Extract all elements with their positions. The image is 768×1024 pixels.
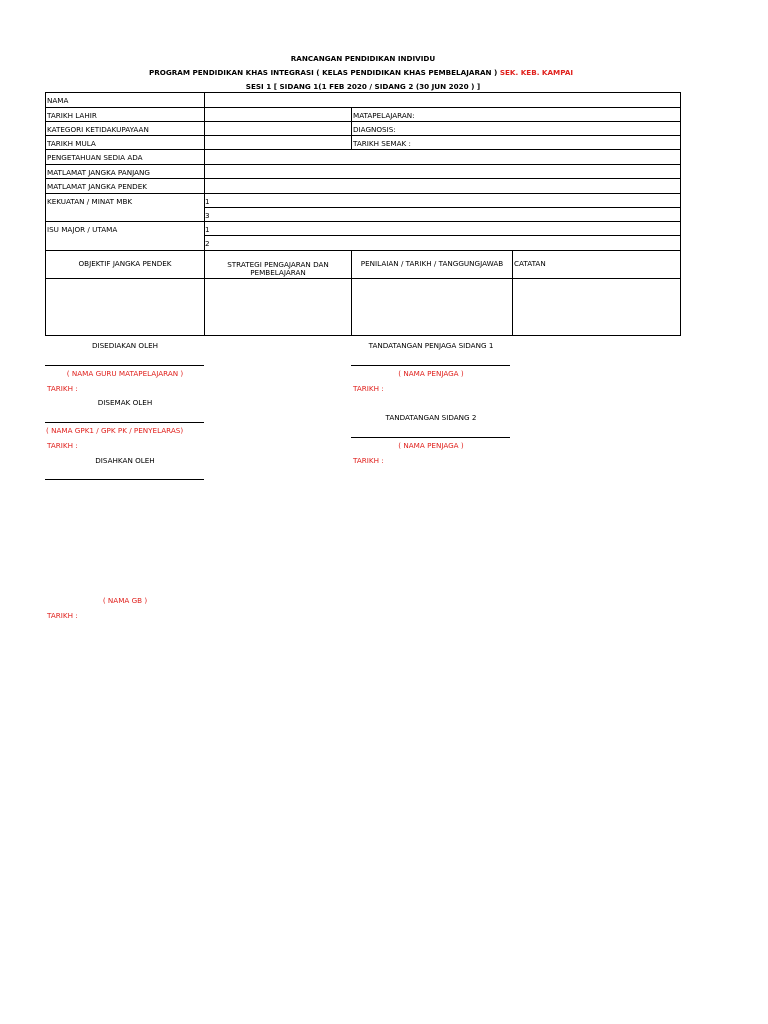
isu-number-1: 1: [205, 225, 210, 234]
name-guru: ( NAMA GURU MATAPELAJARAN ): [66, 369, 184, 378]
school-name: SEK. KEB. KAMPAI: [499, 68, 574, 77]
label-matlamat-panjang: MATLAMAT JANGKA PANJANG: [47, 168, 150, 177]
isu-number-2: 2: [205, 239, 210, 248]
label-isu: ISU MAJOR / UTAMA: [47, 225, 118, 234]
tarikh-gpk: TARIKH :: [47, 441, 78, 450]
signature-line: [45, 479, 204, 480]
signature-line: [45, 365, 204, 366]
program-line: [0, 68, 722, 77]
label-kekuatan: KEKUATAN / MINAT MBK: [47, 197, 133, 206]
name-gb: ( NAMA GB ): [102, 596, 148, 605]
label-diagnosis: DIAGNOSIS:: [353, 125, 396, 134]
signature-line: [351, 437, 510, 438]
label-disediakan: DISEDIAKAN OLEH: [91, 341, 159, 350]
page-title: RANCANGAN PENDIDIKAN INDIVIDU: [290, 54, 436, 63]
label-kategori: KATEGORI KETIDAKUPAYAAN: [47, 125, 149, 134]
col-penilaian: PENILAIAN / TARIKH / TANGGUNGJAWAB: [360, 259, 504, 268]
label-disemak: DISEMAK OLEH: [97, 398, 153, 407]
tarikh-penjaga-2: TARIKH :: [353, 456, 384, 465]
tarikh-gb: TARIKH :: [47, 611, 78, 620]
tarikh-penjaga-1: TARIKH :: [353, 384, 384, 393]
name-penjaga-2: ( NAMA PENJAGA ): [398, 441, 464, 450]
signature-line: [351, 365, 510, 366]
session-line: SESI 1 [ SIDANG 1(1 FEB 2020 / SIDANG 2 (30 JUN 2020 ) ]: [245, 82, 481, 91]
name-penjaga-1: ( NAMA PENJAGA ): [398, 369, 464, 378]
col-strategi-line1: STRATEGI PENGAJARAN DAN: [227, 260, 329, 269]
label-matapelajaran: MATAPELAJARAN:: [353, 111, 415, 120]
label-nama: NAMA: [47, 96, 69, 105]
name-gpk: ( NAMA GPK1 / GPK PK / PENYELARAS): [46, 426, 184, 435]
label-penjaga-1: TANDATANGAN PENJAGA SIDANG 1: [368, 341, 494, 350]
col-objektif: OBJEKTIF JANGKA PENDEK: [78, 259, 172, 268]
label-tarikh-mula: TARIKH MULA: [47, 139, 96, 148]
tarikh-guru: TARIKH :: [47, 384, 78, 393]
label-pengetahuan: PENGETAHUAN SEDIA ADA: [47, 153, 143, 162]
kekuatan-number-1: 1: [205, 197, 210, 206]
label-tarikh-semak: TARIKH SEMAK :: [353, 139, 411, 148]
col-strategi-line2: PEMBELAJARAN: [250, 268, 306, 277]
label-tarikh-lahir: TARIKH LAHIR: [47, 111, 97, 120]
col-catatan: CATATAN: [514, 259, 546, 268]
label-penjaga-2: TANDATANGAN SIDANG 2: [385, 413, 477, 422]
label-matlamat-pendek: MATLAMAT JANGKA PENDEK: [47, 182, 147, 191]
signature-line: [45, 422, 204, 423]
kekuatan-number-2: 3: [205, 211, 210, 220]
program-text: PROGRAM PENDIDIKAN KHAS INTEGRASI ( KELAS PENDIDIKAN KHAS PEMBELAJARAN ): [148, 68, 500, 77]
label-disahkan: DISAHKAN OLEH: [95, 456, 155, 465]
